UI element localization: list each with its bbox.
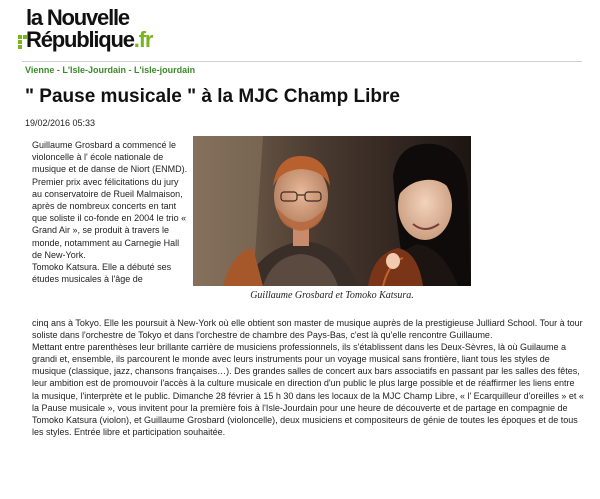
tomoko-paragraph-rest: cinq ans à Tokyo. Elle les poursuit à New-York où elle obtient son master de musique auprès de la prestigieuse Julliard School. Tour à tour soliste dans l'orchestre de Tokyo et dans l'orchestre de chambre des Pays-Bas, c'est là qu'elle rencontre Guillaume. — [32, 318, 583, 341]
site-logo[interactable] — [18, 6, 218, 54]
breadcrumb-text[interactable]: Vienne - L'Isle-Jourdain - L'isle-jourdain — [25, 65, 196, 75]
article-photo — [193, 136, 471, 286]
article-intro-paragraph: Guillaume Grosbard a commencé le violoncelle à l' école nationale de musique et de danse de Niort (ENMD). Premier prix avec félicitations du jury au conservatoire de Rueil Malmaison, après de nombreux concerts en tant que soliste il co-fonde en 2004 le trio « Grand Air », se produit à travers le monde, notamment au Carnegie Hall de New-York. — [32, 140, 188, 260]
article-datetime: 19/02/2016 05:33 — [25, 118, 96, 128]
logo-line-2 — [26, 28, 152, 52]
header-divider — [22, 61, 582, 62]
article-body — [32, 317, 584, 438]
article-body-paragraph: Mettant entre parenthèses leur brillante carrière de musiciens professionnels, ils s'établissent dans les Deux-Sèvres, là où Guilaume a grandi et, ensemble, ils parcourent le monde avec leurs instruments pour un voyage musical sans frontière, liant tous les styles de musique (classique, jazz, chansons françaises…). Des grandes salles de concert aux bars associatifs en passant par les salles des fêtes, leur ambition est de promouvoir l'accès à la culture musicale en direction d'un public le plus large possible et de réaffirmer les liens entre la musique, l'interprète et le public. Dimanche 28 février à 15 h 30 dans les locaux de la MJC Champ Libre, « l' Ecarquilleur d'oreilles » et « la Pause musicale », vous invitent pour la première fois à l'Isle-Jourdain pour une heure de découverte et de partage en compagnie de Tomoko Katsura (violon), et Guillaume Grosbard (violoncelle), deux musiciens et compositeurs de génie de toutes les époques et de tous les styles. Entrée libre et participation souhaitée. — [32, 342, 584, 437]
logo-line-1: la Nouvelle — [26, 5, 129, 30]
breadcrumb[interactable] — [25, 65, 195, 75]
photo-caption: Guillaume Grosbard et Tomoko Katsura. — [250, 290, 414, 301]
logo-tld: .fr — [133, 27, 153, 52]
article-title: " Pause musicale " à la MJC Champ Libre — [25, 86, 400, 107]
article-intro-column — [32, 139, 190, 285]
logo-brand-name: République — [26, 27, 134, 52]
tomoko-intro-start: Tomoko Katsura. Elle a débuté ses études musicales à l'âge de — [32, 262, 172, 285]
musicians-photo — [193, 136, 471, 286]
